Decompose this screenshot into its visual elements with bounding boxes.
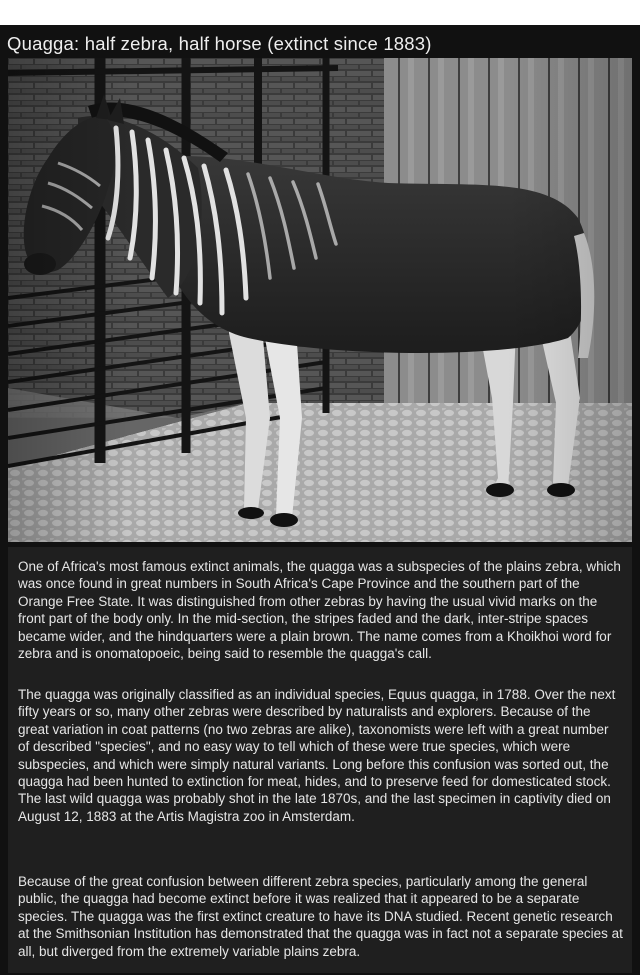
article-title: Quagga: half zebra, half horse (extinct since 1883): [7, 33, 432, 54]
article-text: [8, 547, 632, 973]
paragraph-3: Because of the great confusion between different zebra species, particularly among the general public, the quagga had become extinct before it was realized that it appeared to be a separate species. The quagga was the first extinct creature to have its DNA studied. Recent genetic research at the Smithsonian Institution has demonstrated that the quagga was in fact not a separate species at all, but diverged from the extremely variable plains zebra.: [18, 874, 623, 959]
paragraph-1: One of Africa's most famous extinct animals, the quagga was a subspecies of the plains zebra, which was once found in great numbers in South Africa's Cape Province and the southern part of the Orange Free State. It was distinguished from other zebras by having the usual vivid marks on the front part of the body only. In the mid-section, the stripes faded and the dark, inter-stripe spaces became wider, and the hindquarters were a plain brown. The name comes from a Khoikhoi word for zebra and is onomatopoeic, being said to resemble the quagga's call.: [18, 559, 621, 662]
paragraph-2: The quagga was originally classified as an individual species, Equus quagga, in 1788. Over the next fifty years or so, many other zebras were described by naturalists and explorers. Because of the great variation in coat patterns (no two zebras are alike), taxonomists were left with a great number of described "species", and no easy way to tell which of these were true species, which were subspecies, and which were simply natural variants. Long before this confusion was sorted out, the quagga had been hunted to extinction for meat, hides, and to preserve feed for domesticated stock. The last wild quagga was probably shot in the late 1870s, and the last specimen in captivity died on August 12, 1883 at the Artis Magistra zoo in Amsterdam.: [18, 687, 616, 824]
quagga-photo: [8, 58, 632, 542]
